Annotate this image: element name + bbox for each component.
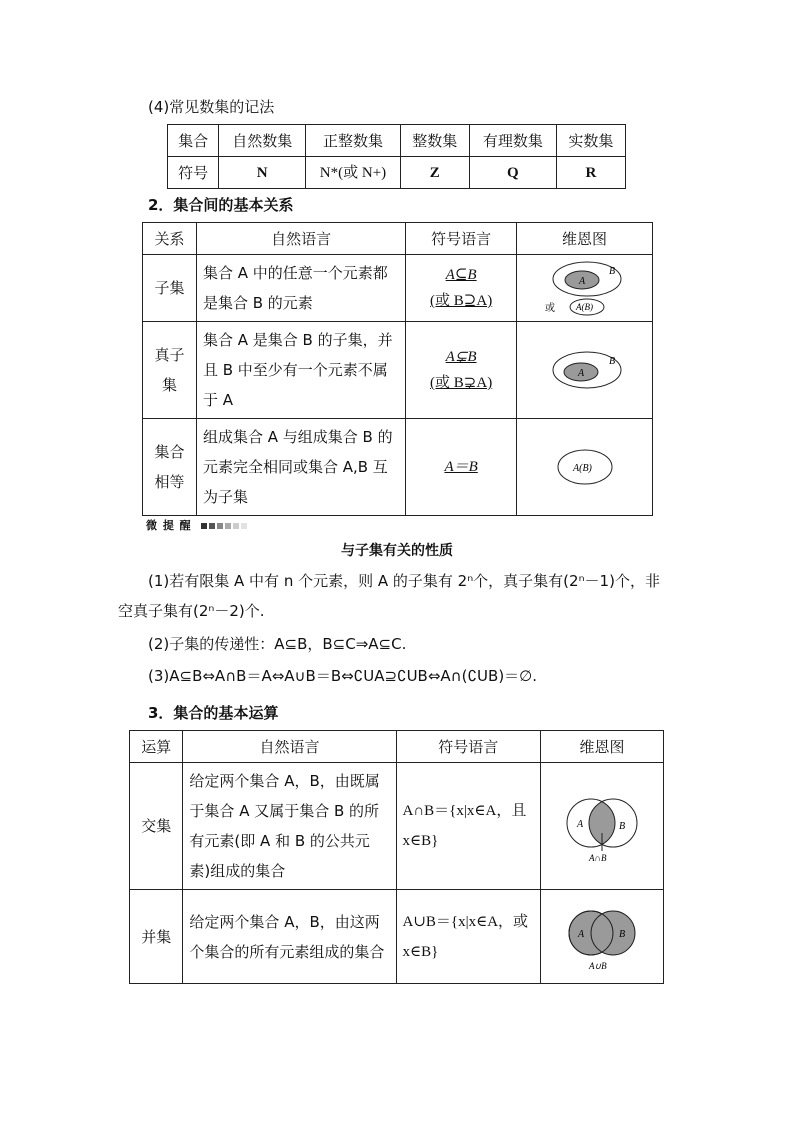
tip-item: (3)A⊆B⇔A∩B＝A⇔A∪B＝B⇔∁UA⊇∁UB⇔A∩(∁UB)＝∅. — [148, 667, 538, 685]
svg-text:B: B — [608, 266, 615, 277]
tip-title: 与子集有关的性质 — [341, 543, 453, 559]
svg-text:A(B): A(B) — [575, 302, 593, 312]
symbol-language: A＝B — [406, 419, 517, 516]
symbol-language: A⊊B (或 B⊋A) — [406, 322, 517, 419]
operation-label: 交集 — [130, 763, 183, 890]
operation-label: 并集 — [130, 890, 183, 984]
symbol-cell: Z — [400, 157, 469, 189]
header-cell: 有理数集 — [469, 125, 556, 157]
natural-language: 组成集合 A 与组成集合 B 的元素完全相同或集合 A,B 互为子集 — [196, 419, 405, 516]
tip-item: (2)子集的传递性：A⊆B，B⊆C⇒A⊆C. — [148, 635, 407, 653]
header-cell: 自然语言 — [196, 223, 405, 255]
header-cell: 正整数集 — [306, 125, 401, 157]
number-sets-table — [167, 124, 626, 189]
header-cell: 集合 — [168, 125, 219, 157]
svg-text:A∩B: A∩B — [588, 853, 607, 863]
header-cell: 维恩图 — [540, 731, 663, 763]
header-cell: 实数集 — [556, 125, 625, 157]
row-label: 符号 — [168, 157, 219, 189]
venn-union — [540, 890, 663, 984]
svg-text:或: 或 — [544, 303, 555, 314]
natural-language: 给定两个集合 A，B，由这两个集合的所有元素组成的集合 — [183, 890, 396, 984]
venn-subset — [517, 255, 653, 322]
relation-label: 集合相等 — [143, 419, 197, 516]
svg-text:B: B — [618, 821, 626, 832]
section3-title: 3．集合的基本运算 — [148, 704, 279, 722]
svg-text:A(B): A(B) — [572, 463, 592, 474]
venn-intersection — [540, 763, 663, 890]
header-cell: 整数集 — [400, 125, 469, 157]
symbol-language: A∩B＝{x|x∈A，且x∈B} — [396, 763, 540, 890]
relation-label: 子集 — [143, 255, 197, 322]
relation-label: 真子集 — [143, 322, 197, 419]
tip-item: 空真子集有(2ⁿ－2)个. — [118, 602, 265, 620]
svg-text:A: A — [576, 819, 584, 830]
symbol-language: A⊆B (或 B⊇A) — [406, 255, 517, 322]
venn-equal — [517, 419, 653, 516]
natural-language: 给定两个集合 A，B，由既属于集合 A 又属于集合 B 的所有元素(即 A 和 B 的公共元素)组成的集合 — [183, 763, 396, 890]
svg-text:A∪B: A∪B — [588, 960, 607, 971]
symbol-cell: R — [556, 157, 625, 189]
header-cell: 符号语言 — [396, 731, 540, 763]
relations-table — [142, 222, 653, 516]
svg-text:A: A — [578, 276, 585, 287]
operations-table — [129, 730, 664, 984]
header-cell: 维恩图 — [517, 223, 653, 255]
symbol-language: A∪B＝{x|x∈A，或x∈B} — [396, 890, 540, 984]
svg-text:B: B — [608, 356, 615, 367]
venn-proper-subset — [517, 322, 653, 419]
header-cell: 关系 — [143, 223, 197, 255]
svg-text:B: B — [618, 928, 626, 940]
natural-language: 集合 A 中的任意一个元素都是集合 B 的元素 — [196, 255, 405, 322]
tip-item: (1)若有限集 A 中有 n 个元素，则 A 的子集有 2ⁿ个，真子集有(2ⁿ－1)个，非 — [148, 572, 660, 590]
header-cell: 运算 — [130, 731, 183, 763]
header-cell: 自然数集 — [219, 125, 306, 157]
svg-text:A: A — [577, 368, 584, 379]
section4-title: (4)常见数集的记法 — [148, 98, 275, 116]
symbol-cell: N — [219, 157, 306, 189]
tip-label: 微 提 醒 — [146, 517, 247, 533]
symbol-cell: Q — [469, 157, 556, 189]
symbol-cell: N*(或 N+) — [306, 157, 401, 189]
svg-text:A: A — [577, 928, 585, 940]
header-cell: 自然语言 — [183, 731, 396, 763]
natural-language: 集合 A 是集合 B 的子集，并且 B 中至少有一个元素不属于 A — [196, 322, 405, 419]
header-cell: 符号语言 — [406, 223, 517, 255]
section2-title: 2．集合间的基本关系 — [148, 196, 294, 214]
